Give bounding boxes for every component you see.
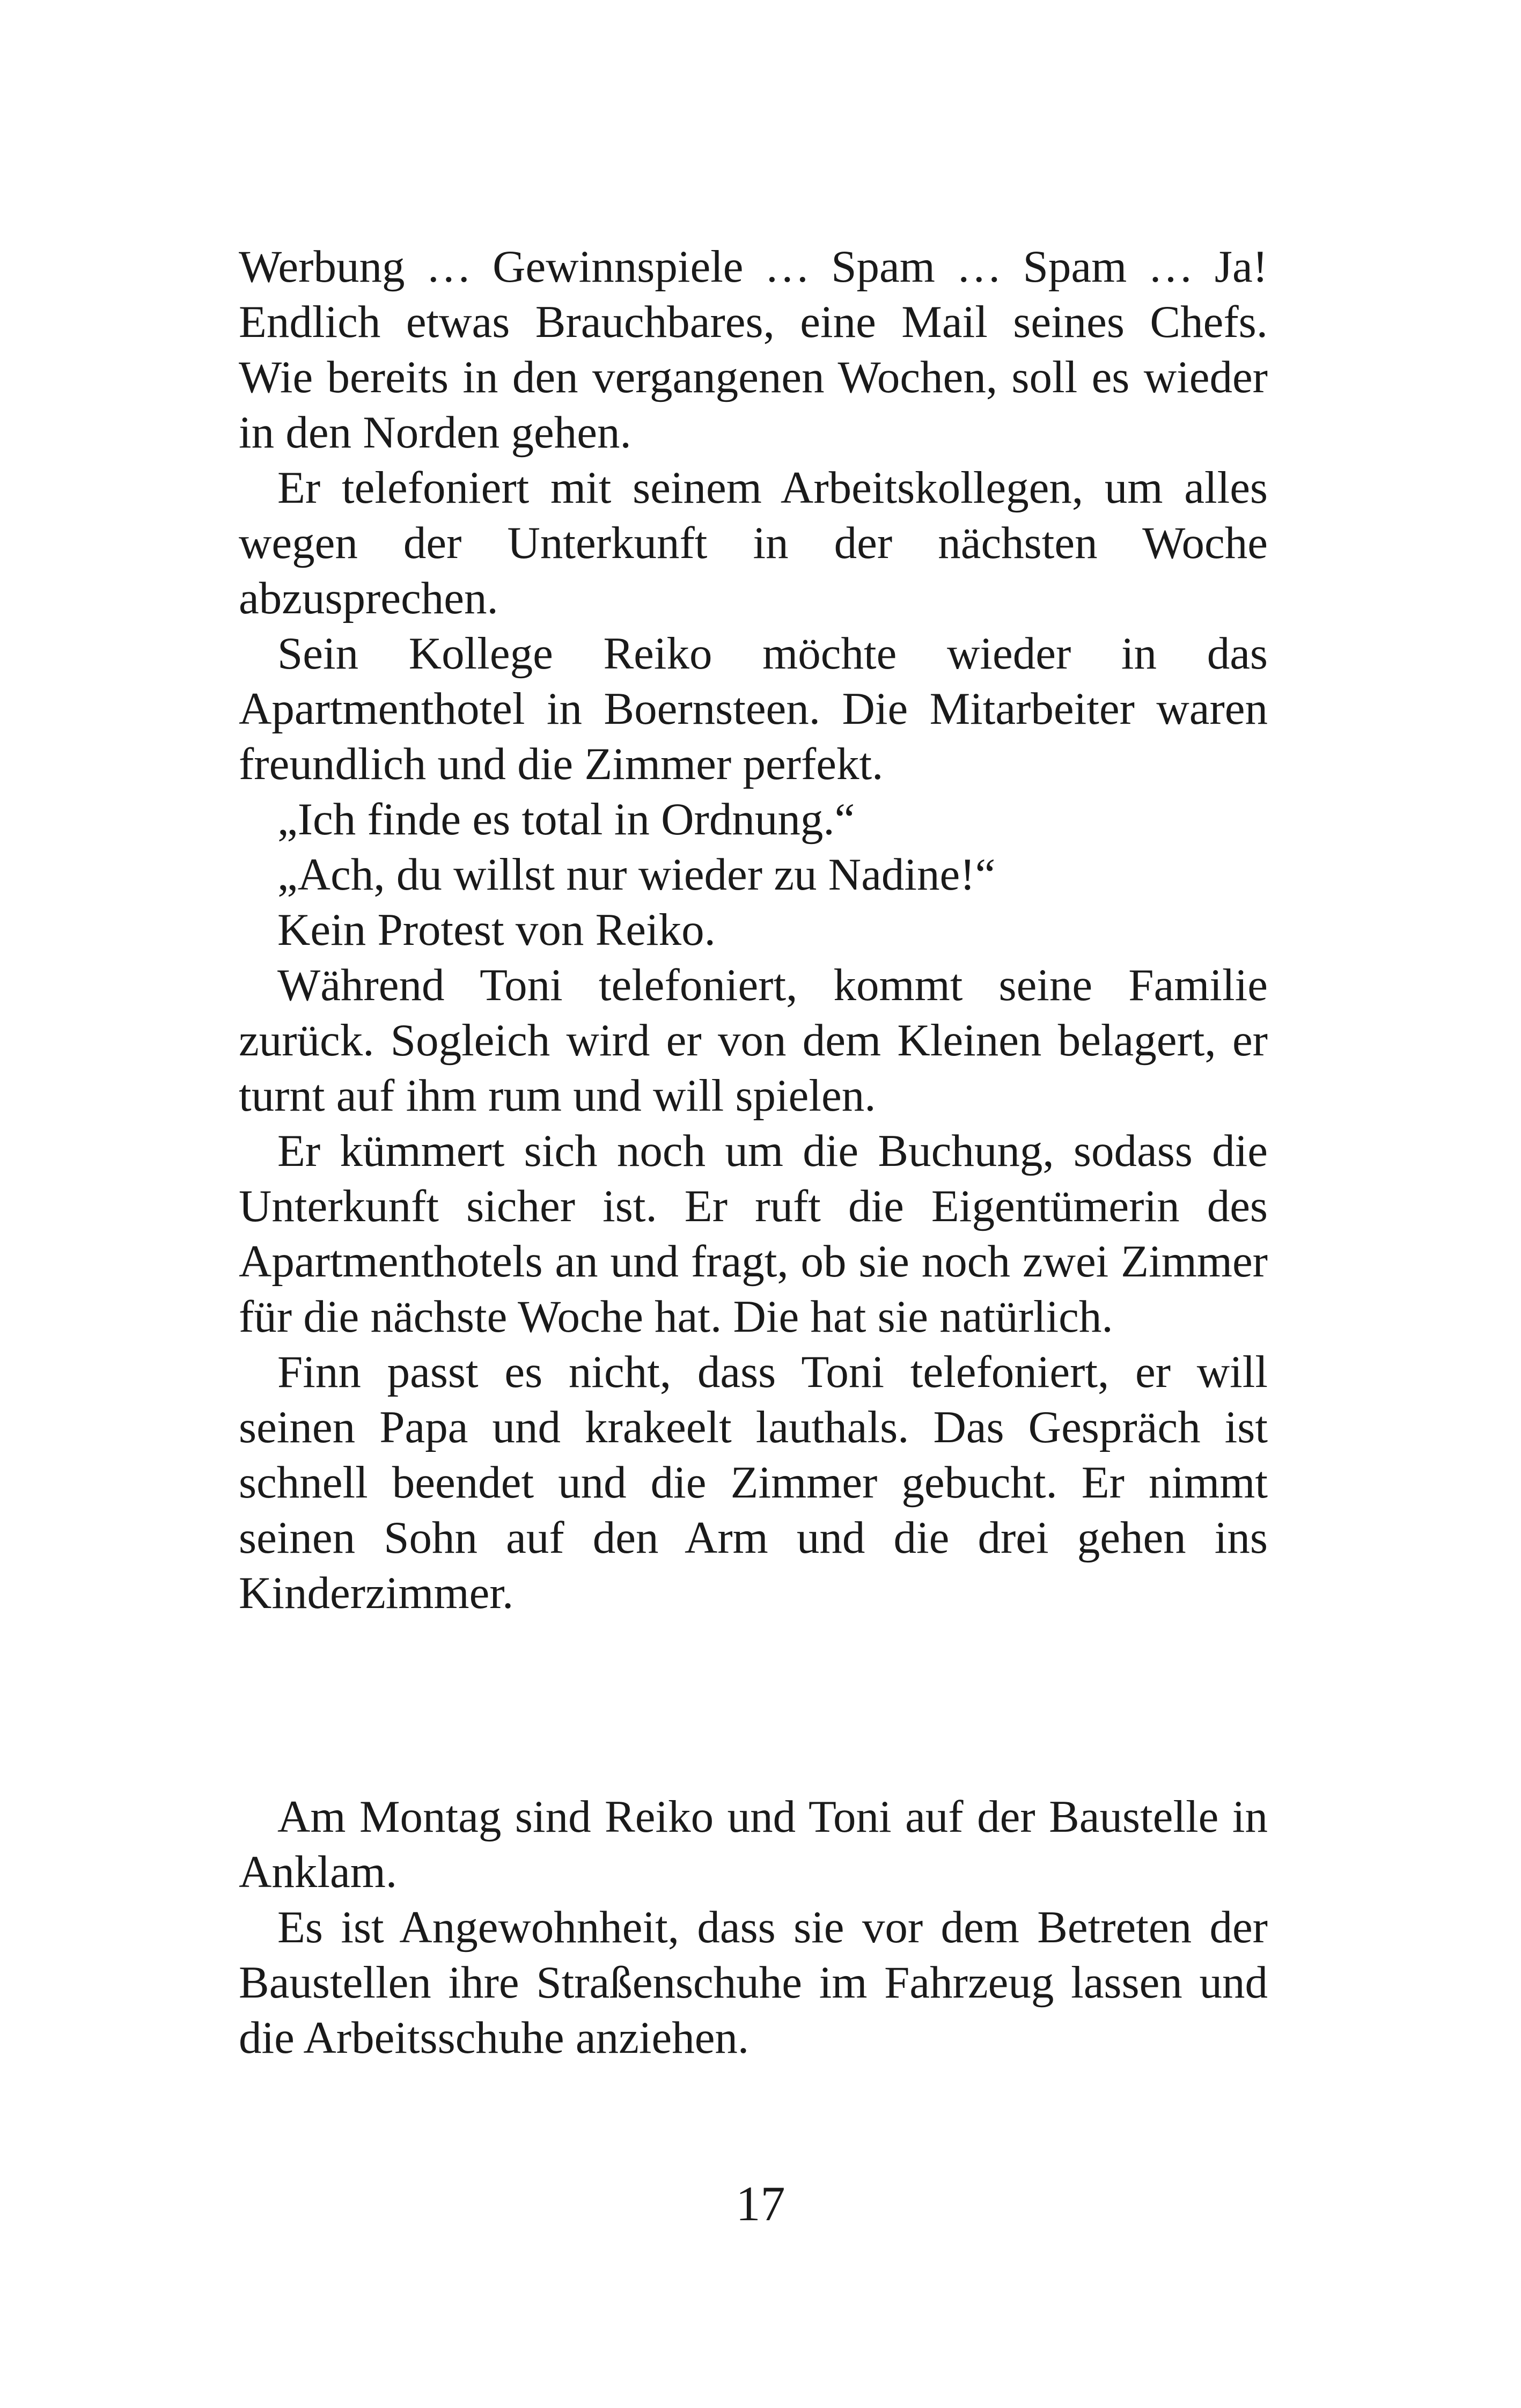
paragraph: Finn passt es nicht, dass Toni telefoniert, er will seinen Papa und krakeelt lauthals. Das Gespräch ist schnell beendet und die Zimmer gebucht. Er nimmt seinen Sohn auf den Arm und die drei gehen ins Kinderzimmer. <box>239 1347 1268 1618</box>
text-section-2 <box>239 1789 1268 2066</box>
paragraph: Sein Kollege Reiko möchte wieder in das Apartmenthotel in Boernsteen. Die Mitarbeiter waren freundlich und die Zimmer perfekt. <box>239 628 1268 789</box>
paragraph: Er kümmert sich noch um die Buchung, sodass die Unterkunft sicher ist. Er ruft die Eigentümerin des Apartmenthotels an und fragt, ob sie noch zwei Zimmer für die nächste Woche hat. Die hat sie natürlich. <box>239 1126 1268 1342</box>
paragraph: Werbung … Gewinnspiele … Spam … Spam … Ja! Endlich etwas Brauchbares, eine Mail seines Chefs. Wie bereits in den vergangenen Wochen, soll es wieder in den Norden gehen. <box>239 241 1268 458</box>
paragraph: „Ach, du willst nur wieder zu Nadine!“ <box>277 849 996 900</box>
paragraph: „Ich finde es total in Ordnung.“ <box>277 794 855 845</box>
paragraph: Am Montag sind Reiko und Toni auf der Baustelle in Anklam. <box>239 1792 1268 1897</box>
paragraph: Er telefoniert mit seinem Arbeitskollegen, um alles wegen der Unterkunft in der nächsten Woche abzusprechen. <box>239 462 1268 623</box>
page-number: 17 <box>736 2176 785 2231</box>
text-section-1 <box>239 239 1268 1621</box>
paragraph: Es ist Angewohnheit, dass sie vor dem Betreten der Baustellen ihre Straßenschuhe im Fahrzeug lassen und die Arbeitsschuhe anziehen. <box>239 1902 1268 2063</box>
paragraph: Kein Protest von Reiko. <box>277 905 716 955</box>
paragraph: Während Toni telefoniert, kommt seine Familie zurück. Sogleich wird er von dem Kleinen belagert, er turnt auf ihm rum und will spielen. <box>239 960 1268 1121</box>
